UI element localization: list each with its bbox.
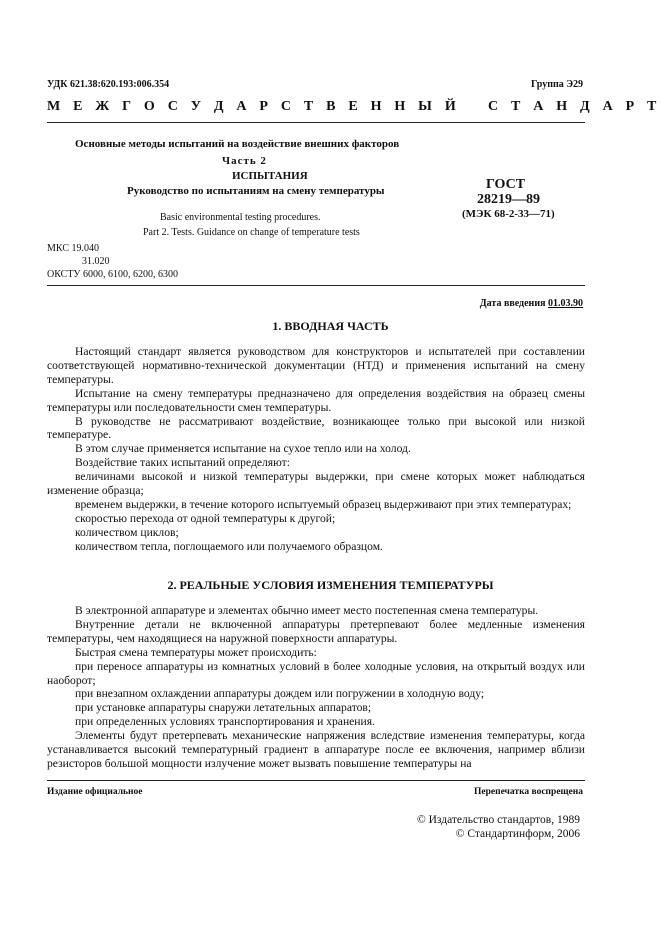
classification-rule bbox=[47, 285, 585, 286]
section-2-heading: 2. РЕАЛЬНЫЕ УСЛОВИЯ ИЗМЕНЕНИЯ ТЕМПЕРАТУРЫ bbox=[167, 578, 494, 592]
english-title-2: Part 2. Tests. Guidance on change of temperature tests bbox=[143, 227, 360, 238]
section-1-heading: 1. ВВОДНАЯ ЧАСТЬ bbox=[272, 319, 389, 333]
paragraph: В этом случае применяется испытание на сухое тепло или на холод. bbox=[75, 442, 411, 456]
paragraph: при определенных условиях транспортирования и хранения. bbox=[75, 715, 375, 729]
section-2-body bbox=[47, 604, 585, 771]
paragraph: В руководстве не рассматривают воздействие, возникающее только при высокой или низкой температуре. bbox=[47, 414, 585, 442]
edition-label: Издание официальное bbox=[47, 787, 143, 797]
mks-code-1: МКС 19.040 bbox=[47, 243, 99, 254]
header-rule bbox=[47, 122, 585, 123]
reprint-notice: Перепечатка воспрещена bbox=[473, 787, 583, 797]
footer-rule bbox=[47, 780, 585, 781]
mks-code-2: 31.020 bbox=[82, 256, 110, 267]
english-title-1: Basic environmental testing procedures. bbox=[160, 212, 321, 223]
paragraph: Внутренние детали не включенной аппаратуры претерпевают более медленные изменения температуры, чем находящиеся на наружной поверхности аппаратуры. bbox=[47, 617, 585, 645]
banner-text: М Е Ж Г О С У Д А Р С Т В Е Н Н Ы Й С Т А Н Д А Р Т bbox=[47, 99, 660, 114]
title-guidance: Руководство по испытаниям на смену температуры bbox=[127, 185, 385, 197]
paragraph: Элементы будут претерпевать механические напряжения вследствие изменения температуры, когда устанавливается высокий температурный градиент в аппаратуре после ее включения, например вблизи резисторов большой мощности излучение может вызвать повышение температуры на bbox=[47, 729, 585, 770]
paragraph: величинами высокой и низкой температуры выдержки, при смене которых может наблюдаться изменение образца; bbox=[47, 470, 585, 498]
paragraph: Быстрая смена температуры может происходить: bbox=[75, 645, 317, 659]
paragraph: при установке аппаратуры снаружи летательных аппаратов; bbox=[75, 701, 372, 715]
paragraph: при внезапном охлаждении аппаратуры дождем или погружении в холодную воду; bbox=[75, 687, 485, 701]
paragraph: при переносе аппаратуры из комнатных условий в более холодные условия, на открытый воздух или наоборот; bbox=[47, 659, 585, 687]
title-line-1: Основные методы испытаний на воздействие внешних факторов bbox=[75, 138, 400, 150]
paragraph: Настоящий стандарт является руководством для конструкторов и испытателей при составлении соответствующей нормативно-технической документации (НТД) и применения испытаний на смену температуры. bbox=[47, 345, 585, 386]
copyright-line-2: © Стандартинформ, 2006 bbox=[455, 828, 580, 840]
paragraph: Испытание на смену температуры предназначено для определения воздействия на образец смены температуры или последовательности смен температуры. bbox=[47, 386, 585, 414]
gost-label: ГОСТ bbox=[486, 177, 526, 192]
introduction-date bbox=[480, 298, 583, 309]
paragraph: временем выдержки, в течение которого испытуемый образец выдерживают при этих температурах; bbox=[75, 497, 572, 511]
date-label: Дата введения bbox=[479, 298, 546, 309]
udk-code: УДК 621.38:620.193:006.354 bbox=[47, 79, 170, 90]
date-value: 01.03.90 bbox=[548, 298, 583, 309]
standard-banner bbox=[47, 99, 660, 115]
gost-iec-reference: (МЭК 68-2-33—71) bbox=[462, 208, 555, 220]
gost-number: 28219—89 bbox=[477, 192, 540, 207]
paragraph: количеством тепла, поглощаемого или получаемого образцом. bbox=[75, 539, 383, 553]
section-1-body bbox=[47, 345, 585, 554]
paragraph: В электронной аппаратуре и элементах обычно имеет место постепенная смена температуры. bbox=[75, 604, 539, 617]
group-code: Группа Э29 bbox=[531, 79, 583, 90]
paragraph: количеством циклов; bbox=[75, 525, 179, 539]
okstu-code: ОКСТУ 6000, 6100, 6200, 6300 bbox=[47, 269, 179, 280]
copyright-line-1: © Издательство стандартов, 1989 bbox=[416, 814, 580, 826]
paragraph: Воздействие таких испытаний определяют: bbox=[75, 456, 290, 470]
title-part: Часть 2 bbox=[222, 155, 267, 167]
title-tests: ИСПЫТАНИЯ bbox=[232, 170, 308, 182]
paragraph: скоростью перехода от одной температуры к другой; bbox=[75, 511, 336, 525]
